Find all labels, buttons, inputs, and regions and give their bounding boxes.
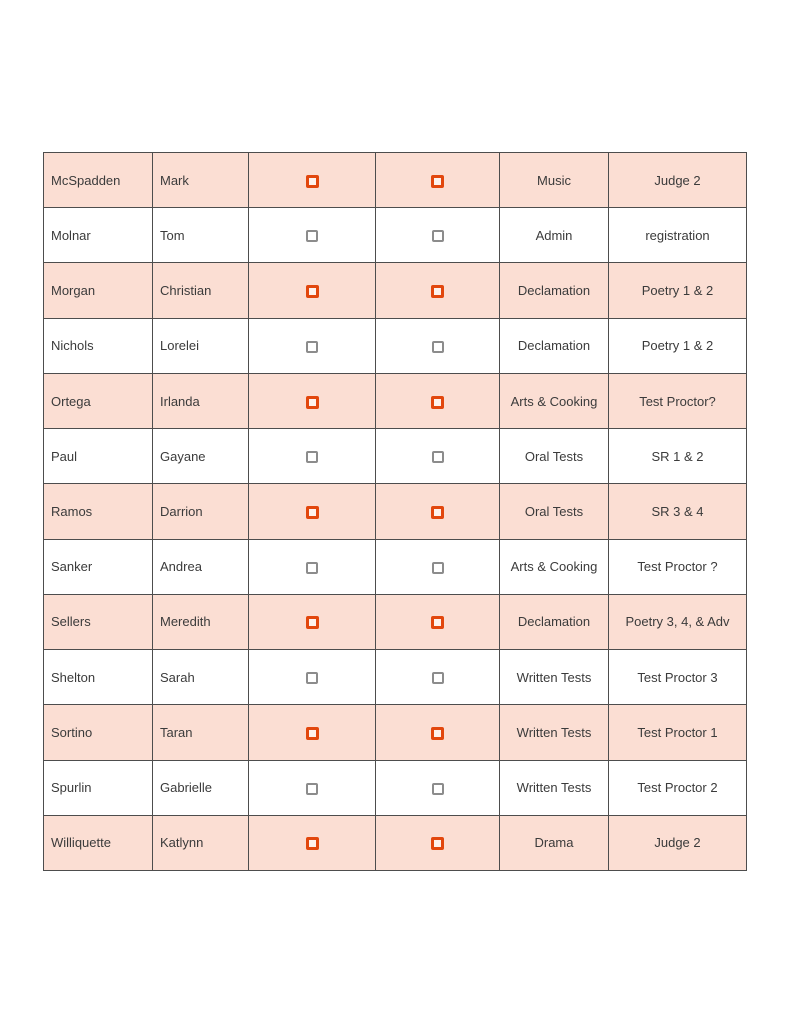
checkbox-1[interactable] [306, 672, 318, 684]
first-name-cell: Meredith [153, 594, 249, 649]
table-row [44, 594, 747, 649]
checkbox-2[interactable] [432, 783, 444, 795]
first-name-cell: Katlynn [153, 815, 249, 870]
table-row [44, 815, 747, 870]
first-name-cell: Irlanda [153, 373, 249, 428]
checkbox-1[interactable] [306, 230, 318, 242]
first-name-cell: Sarah [153, 650, 249, 705]
table-row [44, 484, 747, 539]
checkbox-1[interactable] [306, 616, 319, 629]
category-cell: Written Tests [500, 760, 609, 815]
checkbox-1[interactable] [306, 562, 318, 574]
volunteer-roster-table [43, 152, 747, 871]
first-name-cell: Gabrielle [153, 760, 249, 815]
first-name-cell: Lorelei [153, 318, 249, 373]
role-cell: Poetry 1 & 2 [609, 318, 747, 373]
checkbox-2[interactable] [431, 396, 444, 409]
last-name-cell: Sellers [44, 594, 153, 649]
table-row [44, 705, 747, 760]
category-cell: Arts & Cooking [500, 539, 609, 594]
checkbox-cell-2 [376, 650, 500, 705]
checkbox-cell-2 [376, 539, 500, 594]
checkbox-cell-1 [249, 208, 376, 263]
checkbox-2[interactable] [431, 175, 444, 188]
table-row [44, 208, 747, 263]
role-cell: SR 3 & 4 [609, 484, 747, 539]
checkbox-2[interactable] [432, 672, 444, 684]
checkbox-cell-1 [249, 815, 376, 870]
checkbox-1[interactable] [306, 727, 319, 740]
category-cell: Arts & Cooking [500, 373, 609, 428]
category-cell: Oral Tests [500, 429, 609, 484]
checkbox-1[interactable] [306, 506, 319, 519]
checkbox-cell-1 [249, 318, 376, 373]
checkbox-cell-2 [376, 373, 500, 428]
table-row [44, 263, 747, 318]
checkbox-1[interactable] [306, 341, 318, 353]
checkbox-cell-2 [376, 153, 500, 208]
checkbox-cell-2 [376, 760, 500, 815]
table-row [44, 760, 747, 815]
category-cell: Drama [500, 815, 609, 870]
checkbox-cell-1 [249, 263, 376, 318]
checkbox-2[interactable] [432, 562, 444, 574]
checkbox-2[interactable] [431, 616, 444, 629]
checkbox-cell-2 [376, 705, 500, 760]
checkbox-2[interactable] [431, 727, 444, 740]
checkbox-1[interactable] [306, 837, 319, 850]
role-cell: SR 1 & 2 [609, 429, 747, 484]
first-name-cell: Darrion [153, 484, 249, 539]
checkbox-cell-2 [376, 594, 500, 649]
role-cell: Test Proctor? [609, 373, 747, 428]
checkbox-1[interactable] [306, 783, 318, 795]
role-cell: Test Proctor 1 [609, 705, 747, 760]
checkbox-2[interactable] [432, 341, 444, 353]
checkbox-cell-2 [376, 484, 500, 539]
last-name-cell: Ramos [44, 484, 153, 539]
first-name-cell: Taran [153, 705, 249, 760]
category-cell: Written Tests [500, 705, 609, 760]
checkbox-2[interactable] [432, 451, 444, 463]
checkbox-1[interactable] [306, 396, 319, 409]
role-cell: Poetry 1 & 2 [609, 263, 747, 318]
role-cell: Judge 2 [609, 815, 747, 870]
checkbox-2[interactable] [431, 506, 444, 519]
category-cell: Written Tests [500, 650, 609, 705]
first-name-cell: Mark [153, 153, 249, 208]
checkbox-cell-2 [376, 263, 500, 318]
first-name-cell: Christian [153, 263, 249, 318]
checkbox-cell-1 [249, 484, 376, 539]
checkbox-1[interactable] [306, 175, 319, 188]
role-cell: Judge 2 [609, 153, 747, 208]
role-cell: Test Proctor 3 [609, 650, 747, 705]
first-name-cell: Andrea [153, 539, 249, 594]
table-row [44, 429, 747, 484]
role-cell: registration [609, 208, 747, 263]
role-cell: Test Proctor ? [609, 539, 747, 594]
category-cell: Music [500, 153, 609, 208]
last-name-cell: Sortino [44, 705, 153, 760]
table-row [44, 318, 747, 373]
last-name-cell: Paul [44, 429, 153, 484]
category-cell: Declamation [500, 263, 609, 318]
category-cell: Oral Tests [500, 484, 609, 539]
last-name-cell: Williquette [44, 815, 153, 870]
last-name-cell: Ortega [44, 373, 153, 428]
table-row [44, 539, 747, 594]
checkbox-2[interactable] [432, 230, 444, 242]
checkbox-cell-2 [376, 815, 500, 870]
table-row [44, 650, 747, 705]
roster-table-body [44, 153, 747, 871]
role-cell: Poetry 3, 4, & Adv [609, 594, 747, 649]
last-name-cell: McSpadden [44, 153, 153, 208]
category-cell: Declamation [500, 318, 609, 373]
role-cell: Test Proctor 2 [609, 760, 747, 815]
checkbox-cell-1 [249, 650, 376, 705]
last-name-cell: Nichols [44, 318, 153, 373]
checkbox-cell-1 [249, 705, 376, 760]
category-cell: Declamation [500, 594, 609, 649]
last-name-cell: Spurlin [44, 760, 153, 815]
last-name-cell: Shelton [44, 650, 153, 705]
checkbox-cell-1 [249, 429, 376, 484]
checkbox-cell-1 [249, 760, 376, 815]
first-name-cell: Tom [153, 208, 249, 263]
table-row [44, 373, 747, 428]
checkbox-cell-1 [249, 373, 376, 428]
category-cell: Admin [500, 208, 609, 263]
checkbox-cell-2 [376, 208, 500, 263]
checkbox-cell-1 [249, 594, 376, 649]
table-row [44, 153, 747, 208]
last-name-cell: Sanker [44, 539, 153, 594]
checkbox-2[interactable] [431, 837, 444, 850]
checkbox-cell-2 [376, 318, 500, 373]
checkbox-1[interactable] [306, 451, 318, 463]
checkbox-cell-1 [249, 539, 376, 594]
checkbox-cell-1 [249, 153, 376, 208]
checkbox-1[interactable] [306, 285, 319, 298]
last-name-cell: Morgan [44, 263, 153, 318]
last-name-cell: Molnar [44, 208, 153, 263]
checkbox-cell-2 [376, 429, 500, 484]
first-name-cell: Gayane [153, 429, 249, 484]
checkbox-2[interactable] [431, 285, 444, 298]
